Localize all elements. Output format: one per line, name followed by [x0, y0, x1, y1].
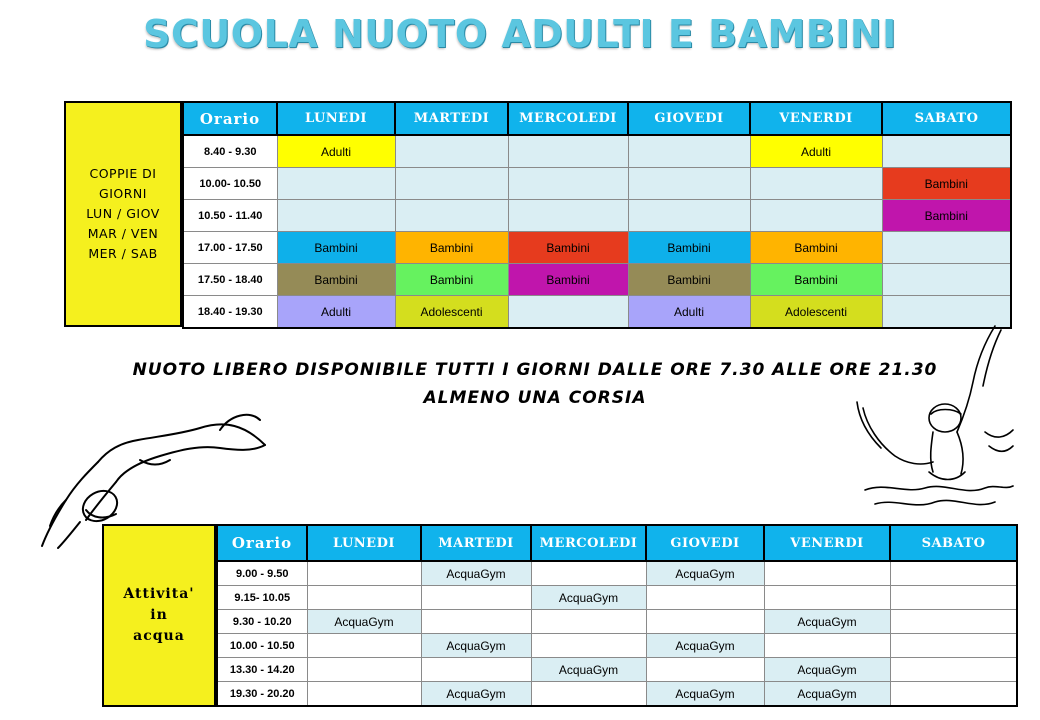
day-header-venerdi: VENERDI [764, 525, 890, 561]
activity-cell: AcquaGym [646, 634, 764, 658]
water-activities-schedule-table [216, 524, 1018, 707]
activity-cell [646, 610, 764, 634]
schedule-cell: Bambini [882, 168, 1011, 200]
day-header-sabato: SABATO [890, 525, 1017, 561]
schedule-cell [628, 200, 750, 232]
activity-cell: AcquaGym [764, 682, 890, 707]
table-row [183, 168, 1011, 200]
activity-cell [421, 610, 531, 634]
day-header-giovedi: GIOVEDI [646, 525, 764, 561]
table-row [217, 586, 1017, 610]
time-slot: 9.00 - 9.50 [217, 561, 307, 586]
activity-cell [307, 682, 421, 707]
schedule-cell: Bambini [750, 264, 882, 296]
schedule-cell [395, 135, 508, 168]
free-swim-notice: NUOTO LIBERO DISPONIBILE TUTTI I GIORNI DALLE ORE 7.30 ALLE ORE 21.30 [132, 360, 938, 380]
schedule-cell: Bambini [508, 264, 628, 296]
activity-cell [307, 561, 421, 586]
time-slot: 10.00- 10.50 [183, 168, 277, 200]
table-row [217, 682, 1017, 707]
schedule-cell: Bambini [277, 232, 395, 264]
water-activities-text: Attivita' in acqua [123, 586, 195, 644]
schedule-cell [508, 135, 628, 168]
schedule-cell: Bambini [628, 232, 750, 264]
day-header-mercoledi: MERCOLEDI [508, 102, 628, 135]
activity-cell: AcquaGym [421, 682, 531, 707]
water-activities-label [102, 524, 216, 707]
table-row [183, 232, 1011, 264]
time-slot: 10.50 - 11.40 [183, 200, 277, 232]
activity-cell: AcquaGym [531, 658, 646, 682]
table-row [217, 561, 1017, 586]
schedule-cell [750, 200, 882, 232]
activity-cell [421, 586, 531, 610]
free-swim-notice-lane: ALMENO UNA CORSIA [423, 388, 647, 408]
schedule-cell: Adulti [277, 296, 395, 329]
activity-cell: AcquaGym [764, 610, 890, 634]
schedule-cell [508, 200, 628, 232]
activity-cell: AcquaGym [646, 561, 764, 586]
activity-cell [531, 634, 646, 658]
time-slot: 10.00 - 10.50 [217, 634, 307, 658]
activity-cell [646, 658, 764, 682]
activity-cell [307, 634, 421, 658]
orario-header: Orario [183, 102, 277, 135]
table-row [217, 658, 1017, 682]
day-header-martedi: MARTEDI [395, 102, 508, 135]
activity-cell: AcquaGym [646, 682, 764, 707]
schedule-cell [882, 135, 1011, 168]
activity-cell [646, 586, 764, 610]
activity-cell [890, 610, 1017, 634]
orario-header: Orario [217, 525, 307, 561]
activity-cell [890, 682, 1017, 707]
day-header-giovedi: GIOVEDI [628, 102, 750, 135]
table-row [183, 200, 1011, 232]
activity-cell [531, 610, 646, 634]
day-pairs-label [64, 101, 182, 327]
schedule-cell [508, 168, 628, 200]
schedule-cell: Bambini [508, 232, 628, 264]
page-title: SCUOLA NUOTO ADULTI E BAMBINI [143, 12, 897, 56]
activity-cell [764, 561, 890, 586]
schedule-cell [508, 296, 628, 329]
swim-school-schedule-table [182, 101, 1012, 329]
time-slot: 19.30 - 20.20 [217, 682, 307, 707]
table-row [183, 264, 1011, 296]
table-row [217, 610, 1017, 634]
time-slot: 18.40 - 19.30 [183, 296, 277, 329]
time-slot: 9.30 - 10.20 [217, 610, 307, 634]
schedule-cell: Adolescenti [395, 296, 508, 329]
table-row [217, 634, 1017, 658]
table-row [183, 135, 1011, 168]
schedule-cell: Bambini [750, 232, 882, 264]
activity-cell [764, 586, 890, 610]
schedule-cell [395, 168, 508, 200]
time-slot: 13.30 - 14.20 [217, 658, 307, 682]
schedule-cell: Adulti [277, 135, 395, 168]
day-header-sabato: SABATO [882, 102, 1011, 135]
day-header-venerdi: VENERDI [750, 102, 882, 135]
schedule-cell [750, 168, 882, 200]
schedule-cell [395, 200, 508, 232]
schedule-cell [882, 264, 1011, 296]
activity-cell: AcquaGym [307, 610, 421, 634]
time-slot: 8.40 - 9.30 [183, 135, 277, 168]
schedule-cell [277, 200, 395, 232]
schedule-cell: Bambini [395, 264, 508, 296]
activity-cell [890, 634, 1017, 658]
day-pairs-text: COPPIE DI GIORNI LUN / GIOV MAR / VEN MER / SAB [86, 166, 160, 261]
schedule-cell: Adolescenti [750, 296, 882, 329]
schedule-cell: Adulti [750, 135, 882, 168]
activity-cell [531, 682, 646, 707]
schedule-cell: Bambini [395, 232, 508, 264]
schedule-cell [882, 232, 1011, 264]
day-header-lunedi: LUNEDI [277, 102, 395, 135]
day-header-mercoledi: MERCOLEDI [531, 525, 646, 561]
activity-cell [890, 561, 1017, 586]
day-header-martedi: MARTEDI [421, 525, 531, 561]
activity-cell: AcquaGym [531, 586, 646, 610]
time-slot: 9.15- 10.05 [217, 586, 307, 610]
activity-cell [890, 658, 1017, 682]
schedule-cell: Adulti [628, 296, 750, 329]
activity-cell: AcquaGym [421, 561, 531, 586]
activity-cell [307, 586, 421, 610]
activity-cell [890, 586, 1017, 610]
day-header-lunedi: LUNEDI [307, 525, 421, 561]
activity-cell [421, 658, 531, 682]
activity-cell: AcquaGym [421, 634, 531, 658]
activity-cell [764, 634, 890, 658]
time-slot: 17.00 - 17.50 [183, 232, 277, 264]
activity-cell [307, 658, 421, 682]
activity-cell: AcquaGym [764, 658, 890, 682]
schedule-cell: Bambini [277, 264, 395, 296]
activity-cell [531, 561, 646, 586]
schedule-cell: Bambini [628, 264, 750, 296]
schedule-cell [628, 135, 750, 168]
synchronized-swimmer-illustration [845, 322, 1015, 522]
schedule-cell [628, 168, 750, 200]
schedule-cell: Bambini [882, 200, 1011, 232]
time-slot: 17.50 - 18.40 [183, 264, 277, 296]
schedule-cell [277, 168, 395, 200]
